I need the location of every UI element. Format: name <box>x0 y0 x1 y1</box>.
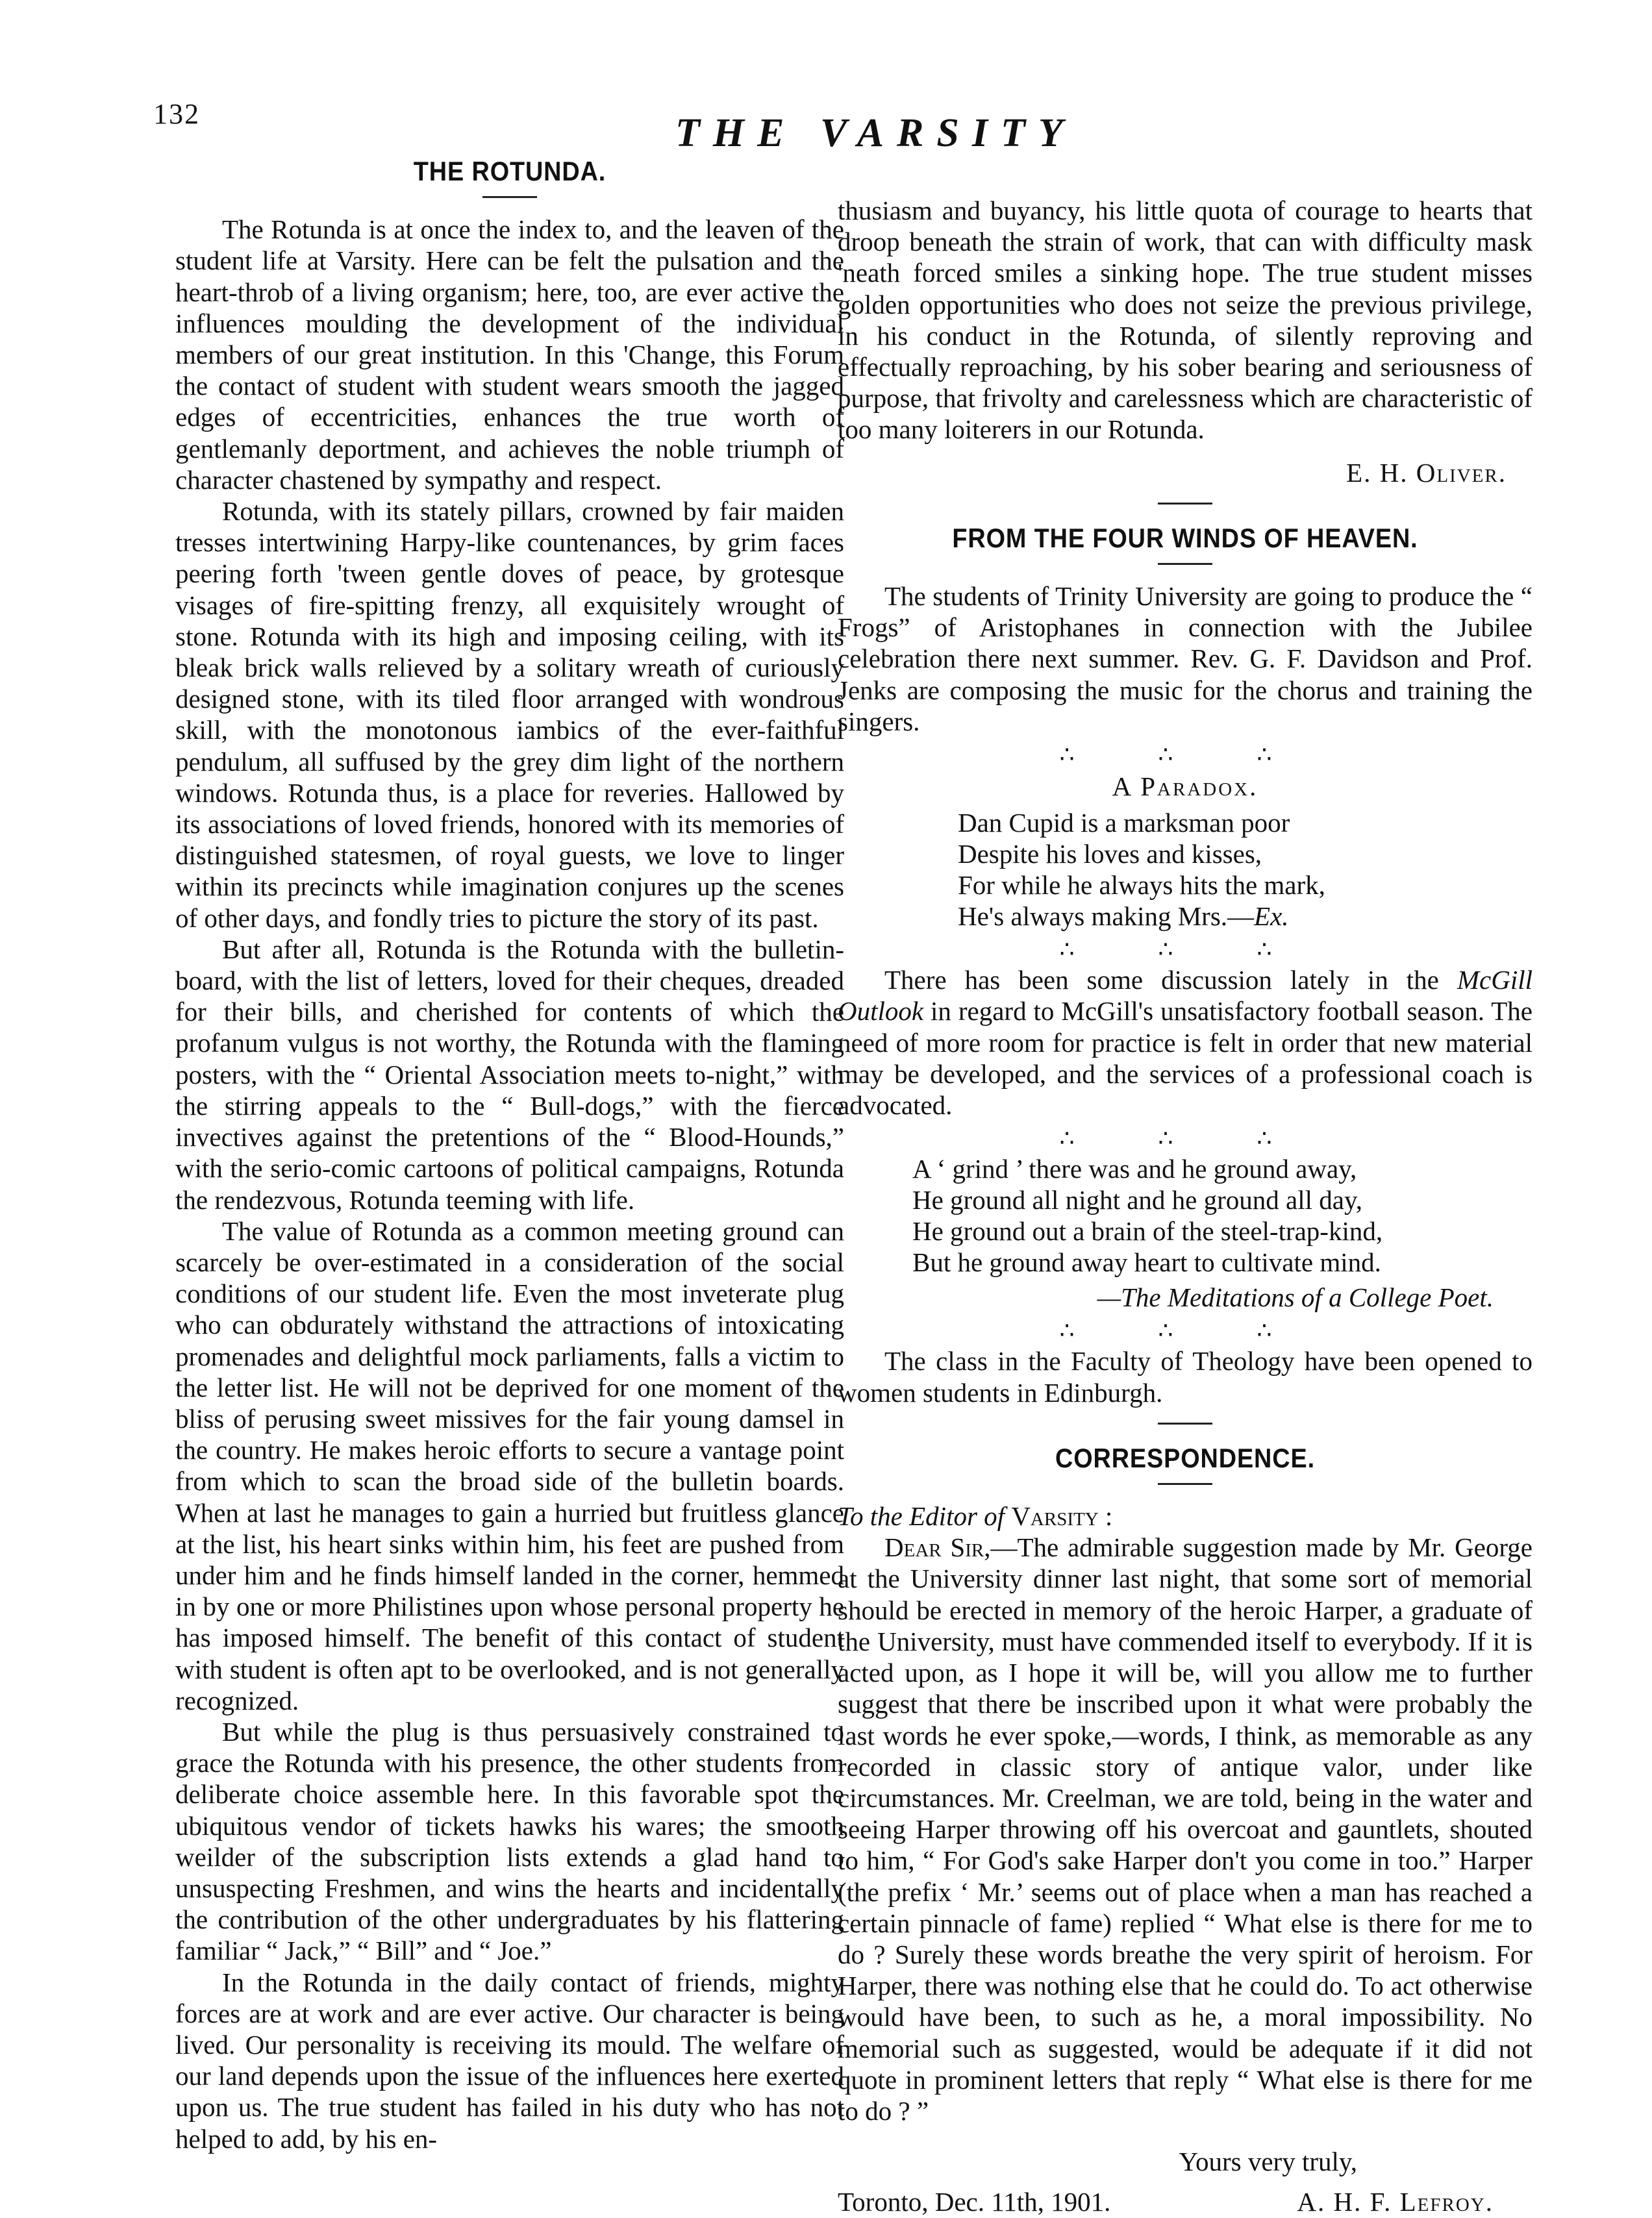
masthead: THE VARSITY <box>675 111 1076 155</box>
salutation-suffix: : <box>1098 1501 1113 1532</box>
four-winds-title: FROM THE FOUR WINDS OF HEAVEN. <box>952 522 1418 553</box>
stars-divider: ∴ ∴ ∴ <box>1059 1125 1311 1152</box>
closing-row <box>838 2186 1533 2217</box>
rotunda-signature: E. H. Oliver. <box>1346 457 1507 488</box>
verse-source: Ex. <box>1254 901 1289 932</box>
place-date: Toronto, Dec. 11th, 1901. <box>838 2187 1111 2217</box>
paradox-title: A Paradox. <box>1112 771 1258 802</box>
correspondence-title-rule <box>1158 1483 1212 1485</box>
mcgill-paragraph <box>838 964 1533 1121</box>
letter-closing: Yours very truly, <box>1179 2147 1357 2177</box>
rotunda-paragraph: The Rotunda is at once the index to, and the leaven of the student life at Varsity. Here can be felt the pulsation and the heart-throb of a living organism; here, too, are ever active the influences moulding the development of the individual members of our great institution. In this 'Change, this Forum the contact of student with student wears smooth the jagged edges of eccentricities, enhances the true worth of gentlemanly deportment, and achieves the noble triumph of character chastened by sympathy and respect. <box>175 214 844 495</box>
verse-line: Despite his loves and kisses, <box>958 839 1262 869</box>
rotunda-paragraph: Rotunda, with its stately pillars, crowned by fair maiden tresses intertwining Harpy-like countenances, by grim faces peering forth 'tween gentle doves of peace, by grotesque visages of fire-spitting frenzy, all exquisitely wrought of stone. Rotunda with its high and imposing ceiling, with its bleak brick walls relieved by a solitary wreath of curiously designed stone, with its tiled floor arranged with wondrous skill, with the monotonous iambics of the ever-faithful pendulum, all suffused by the grey dim light of the northern windows. Rotunda thus, is a place for reveries. Hallowed by its associations of loved friends, honored with its memories of distinguished statesmen, of royal guests, we love to linger within its precincts while imagination conjures up the scenes of other days, and fondly tries to picture the story of its past. <box>175 496 844 933</box>
salutation <box>838 1501 1533 1532</box>
letter-body <box>838 1532 1533 2126</box>
verse-line-last <box>958 901 1533 932</box>
rotunda-paragraph: In the Rotunda in the daily contact of friends, mighty forces are at work and are ever active. Our character is being lived. Our personality is receiving its mould. The welfare of our land depends upon the issue of the influences here exerted upon us. The true student has failed in his duty who has not helped to add, by his en- <box>175 1967 844 2154</box>
verse-line: But he ground away heart to cultivate mind. <box>912 1247 1381 1278</box>
correspondence-title: CORRESPONDENCE. <box>1055 1442 1315 1473</box>
stars-divider: ∴ ∴ ∴ <box>1059 936 1311 963</box>
right-column <box>838 195 1533 2218</box>
verse-line: A ‘ grind ’ there was and he ground away, <box>912 1154 1357 1184</box>
grind-attribution: —The Meditations of a College Poet. <box>1097 1282 1494 1313</box>
rotunda-title: THE ROTUNDA. <box>413 156 607 186</box>
edinburgh-paragraph: The class in the Faculty of Theology have been opened to women students in Edinburgh. <box>838 1346 1533 1408</box>
verse-line: He's always making Mrs.— <box>958 901 1255 932</box>
rotunda-paragraph: But after all, Rotunda is the Rotunda with the bulletin-board, with the list of letters, loved for their cheques, dreaded for their bills, and cherished for contents of which the profanum vulgus is not worthy, the Rotunda with the flaming posters, with the “ Oriental Association meets to-night,” with the stirring appeals to the “ Bull-dogs,” with the fierce invectives against the pretentions of the “ Blood-Hounds,” with the serio-comic cartoons of political campaigns, Rotunda the rendezvous, Rotunda teeming with life. <box>175 934 844 1215</box>
verse-line: For while he always hits the mark, <box>958 870 1325 901</box>
letter-signature: A. H. F. Lefroy. <box>1297 2187 1494 2217</box>
dear-sir: Dear Sir, <box>884 1532 991 1563</box>
section-rule <box>1158 503 1212 505</box>
letter-text: —The admirable suggestion made by Mr. George at the University dinner last night, that some sort of memorial should be erected in memory of the heroic Harper, a graduate of the University, must have commended itself to everybody. If it is acted upon, as I hope it will be, will you allow me to further suggest that there be inscribed upon it what were probably the last words he ever spoke,—words, I think, as memorable as any recorded in classic story of antique valor, under like circumstances. Mr. Creelman, we are told, being in the water and seeing Harper throwing off his overcoat and gauntlets, shouted to him, “ For God's sake Harper don't you come in too.” Harper (the prefix ‘ Mr.’ seems out of place when a man has reached a certain pinnacle of fame) replied “ What else is there for me to do ? Surely these words breathe the very spirit of heroism. For Harper, there was nothing else that he could do. To act otherwise would have been, to such as he, a moral impossibility. No memorial such as suggested, would be adequate if it did not quote in prominent letters that reply “ What else is there for me to do ? ” <box>838 1532 1533 2126</box>
mcgill-text-after: in regard to McGill's unsatisfactory football season. The need of more room for practice is felt in order that new material may be developed, and the services of a professional coach is advocated. <box>838 996 1533 1121</box>
mcgill-publication: McGill Outlook <box>838 965 1533 1027</box>
salutation-name: Varsity <box>1011 1501 1099 1532</box>
rotunda-paragraph: But while the plug is thus persuasively constrained to grace the Rotunda with his presence, the other students from deliberate choice assemble here. In this favorable spot the ubiquitous vendor of tickets hawks his wares; the smooth weilder of the subscription lists extends a glad hand to unsuspecting Freshmen, and wins the hearts and incidentally the contribution of the other undergraduates by his flattering familiar “ Jack,” “ Bill” and “ Joe.” <box>175 1716 844 1966</box>
rotunda-title-rule <box>482 196 537 198</box>
stars-divider: ∴ ∴ ∴ <box>1059 1317 1311 1344</box>
stars-divider: ∴ ∴ ∴ <box>1059 741 1311 768</box>
grind-verse <box>912 1153 1533 1278</box>
rotunda-paragraph: The value of Rotunda as a common meeting ground can scarcely be over-estimated in a consideration of the social conditions of our student life. Even the most inveterate plug who can obdurately withstand the attractions of intoxicating promenades and delightful mock parliaments, falls a victim to the letter list. He will not be deprived for one moment of the bliss of perusing sweet missives for the fair young damsel in the country. He makes heroic efforts to secure a vantage point from which to scan the broad side of the bulletin boards. When at last he manages to gain a hurried but fruitless glance at the list, his heart sinks within him, his feet are pushed from under him and he finds himself landed in the corner, hemmed in by one or more Philistines upon whose personal property he has imposed himself. The benefit of this contact of student with student is often apt to be overlooked, and is not generally recognized. <box>175 1215 844 1715</box>
verse-line: Dan Cupid is a marksman poor <box>958 808 1290 838</box>
trinity-paragraph: The students of Trinity University are going to produce the “ Frogs” of Aristophanes in connection with the Jubilee celebration there next summer. Rev. G. F. Davidson and Prof. Jenks are composing the music for the chorus and training the singers. <box>838 581 1533 736</box>
section-rule <box>1158 1423 1212 1425</box>
verse-line: He ground all night and he ground all day, <box>912 1185 1363 1215</box>
mcgill-text-before: There has been some discussion lately in the <box>884 965 1457 995</box>
verse-line: He ground out a brain of the steel-trap-kind, <box>912 1216 1383 1247</box>
rotunda-continuation: thusiasm and buyancy, his little quota of courage to hearts that droop beneath the strain of work, that can with difficulty mask 'neath forced smiles a sinking hope. The true student misses golden opportunities who does not seize the previous privilege, in his conduct in the Rotunda, of silently reproving and effectually reproaching, by his sober bearing and seriousness of purpose, that frivolty and carelessness which are characteristic of too many loiterers in our Rotunda. <box>838 195 1533 445</box>
left-column <box>175 156 844 2154</box>
salutation-prefix: To the Editor of <box>838 1501 1012 1532</box>
paradox-verse <box>958 807 1533 932</box>
four-winds-title-rule <box>1158 563 1212 565</box>
page-number: 132 <box>153 98 200 130</box>
